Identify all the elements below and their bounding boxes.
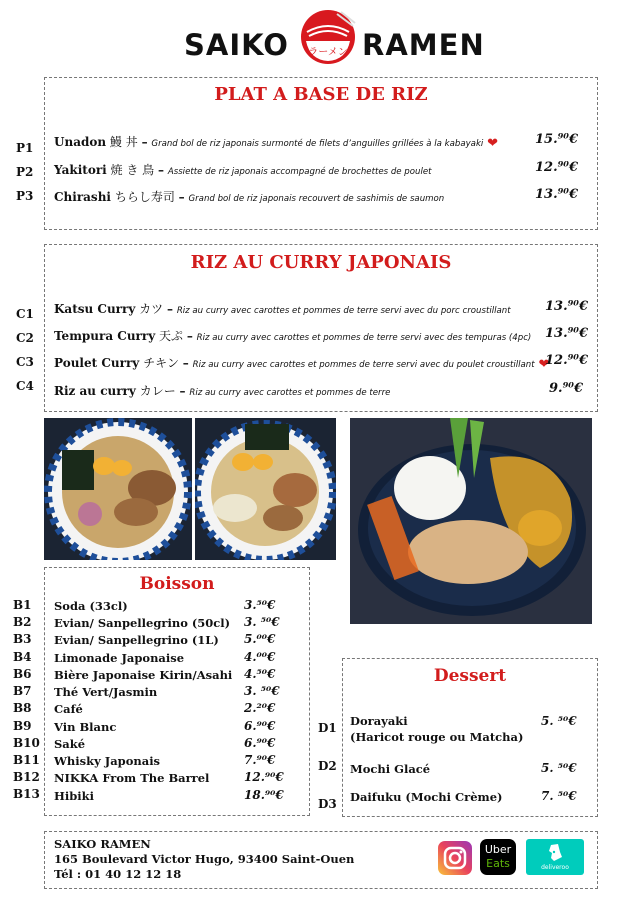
uber-eats-line2: Eats bbox=[486, 857, 510, 870]
boisson-code: B9 bbox=[13, 719, 32, 733]
dessert-price: 5. ⁵⁰€ bbox=[541, 714, 577, 728]
footer-phone: Tél : 01 40 12 12 18 bbox=[54, 867, 182, 881]
riz-code: P2 bbox=[16, 165, 34, 179]
boisson-code: B10 bbox=[13, 736, 40, 750]
boisson-code: B2 bbox=[13, 615, 32, 629]
riz-code: P3 bbox=[16, 189, 34, 203]
boisson-price: 5.⁰⁰€ bbox=[244, 632, 276, 646]
riz-price: 12.⁹⁰€ bbox=[535, 160, 579, 175]
boisson-code: B4 bbox=[13, 650, 32, 664]
curry-item: Katsu Curry カツ – Riz au curry avec carottes et pommes de terre servi avec du porc croustillant bbox=[54, 302, 511, 316]
curry-item: Poulet Curry チキン – Riz au curry avec carottes et pommes de terre servi avec du poulet croustillant ❤ bbox=[54, 356, 550, 372]
curry-code: C3 bbox=[16, 355, 34, 369]
boisson-price: 3.⁵⁰€ bbox=[244, 598, 276, 612]
curry-price: 13.⁹⁰€ bbox=[545, 299, 589, 314]
dessert-code: D2 bbox=[318, 759, 337, 773]
boisson-name: Thé Vert/Jasmin bbox=[54, 685, 158, 699]
boisson-name: Vin Blanc bbox=[54, 720, 117, 734]
boisson-code: B1 bbox=[13, 598, 32, 612]
boisson-code: B7 bbox=[13, 684, 32, 698]
kangaroo-icon bbox=[545, 843, 565, 863]
boisson-code: B11 bbox=[13, 753, 40, 767]
deliveroo-label: deliveroo bbox=[541, 864, 569, 871]
ramen-photo-middle bbox=[195, 418, 336, 560]
curry-price: 12.⁹⁰€ bbox=[545, 353, 589, 368]
logo-text: ラーメン bbox=[308, 47, 348, 58]
boisson-code: B3 bbox=[13, 632, 32, 646]
footer-name: SAIKO RAMEN bbox=[54, 837, 151, 851]
dessert-price: 7. ⁵⁰€ bbox=[541, 789, 577, 803]
boisson-price: 6.⁹⁰€ bbox=[244, 719, 276, 733]
boisson-name: Hibiki bbox=[54, 789, 94, 803]
curry-item: Tempura Curry 天ぷ – Riz au curry avec carottes et pommes de terre servi avec des tempuras (4pc) bbox=[54, 329, 532, 343]
boisson-price: 12.⁹⁰€ bbox=[244, 770, 284, 784]
boisson-price: 4.⁰⁰€ bbox=[244, 650, 276, 664]
dessert-code: D1 bbox=[318, 721, 337, 735]
title-ramen: RAMEN bbox=[362, 28, 485, 62]
boisson-price: 18.⁹⁰€ bbox=[244, 788, 284, 802]
ramen-bowl-logo bbox=[299, 8, 357, 66]
riz-item: Yakitori 焼 き 鳥 – Assiette de riz japonais accompagné de brochettes de poulet bbox=[54, 163, 432, 177]
curry-price: 9.⁹⁰€ bbox=[549, 381, 584, 396]
boisson-price: 3. ⁵⁰€ bbox=[244, 615, 280, 629]
boisson-name: Evian/ Sanpellegrino (50cl) bbox=[54, 616, 231, 630]
riz-code: P1 bbox=[16, 141, 34, 155]
dessert-price: 5. ⁵⁰€ bbox=[541, 761, 577, 775]
curry-code: C2 bbox=[16, 331, 34, 345]
boisson-name: Whisky Japonais bbox=[54, 754, 161, 768]
riz-title: PLAT A BASE DE RIZ bbox=[214, 84, 428, 105]
boisson-code: B8 bbox=[13, 701, 32, 715]
boisson-name: NIKKA From The Barrel bbox=[54, 771, 210, 785]
boisson-name: Saké bbox=[54, 737, 86, 751]
curry-code: C4 bbox=[16, 379, 34, 393]
riz-price: 15.⁹⁰€ bbox=[535, 132, 579, 147]
boisson-title: Boisson bbox=[139, 574, 215, 594]
boisson-name: Evian/ Sanpellegrino (1L) bbox=[54, 633, 219, 647]
riz-item: Chirashi ちらし寿司 – Grand bol de riz japonais recouvert de sashimis de saumon bbox=[54, 190, 445, 204]
boisson-name: Café bbox=[54, 702, 83, 716]
boisson-price: 2.²⁰€ bbox=[244, 701, 276, 715]
boisson-code: B12 bbox=[13, 770, 40, 784]
curry-code: C1 bbox=[16, 307, 34, 321]
boisson-name: Bière Japonaise Kirin/Asahi bbox=[54, 668, 233, 682]
boisson-name: Soda (33cl) bbox=[54, 599, 128, 613]
title-saiko: SAIKO bbox=[184, 28, 289, 62]
dessert-sub: (Haricot rouge ou Matcha) bbox=[350, 730, 524, 744]
boisson-price: 3. ⁵⁰€ bbox=[244, 684, 280, 698]
heart-icon: ❤ bbox=[538, 357, 550, 372]
boisson-price: 7.⁹⁰€ bbox=[244, 753, 276, 767]
dessert-code: D3 bbox=[318, 797, 337, 811]
dessert-name: Mochi Glacé bbox=[350, 762, 431, 776]
curry-photo bbox=[350, 418, 592, 624]
uber-eats-line1: Uber bbox=[484, 843, 512, 856]
deliveroo-icon[interactable] bbox=[526, 839, 584, 875]
boisson-price: 6.⁹⁰€ bbox=[244, 736, 276, 750]
footer-address: 165 Boulevard Victor Hugo, 93400 Saint-Ouen bbox=[54, 852, 355, 866]
dessert-name: Daifuku (Mochi Crème) bbox=[350, 790, 503, 804]
dessert-title: Dessert bbox=[433, 666, 507, 686]
boisson-price: 4.⁵⁰€ bbox=[244, 667, 276, 681]
curry-price: 13.⁹⁰€ bbox=[545, 326, 589, 341]
dessert-name: Dorayaki bbox=[350, 714, 408, 728]
riz-item: Unadon 鰻 丼 – Grand bol de riz japonais surmonté de filets d’anguilles grillées à la kabayaki ❤ bbox=[54, 135, 499, 151]
boisson-name: Limonade Japonaise bbox=[54, 651, 185, 665]
boisson-code: B13 bbox=[13, 787, 40, 801]
curry-item: Riz au curry カレー – Riz au curry avec carottes et pommes de terre bbox=[54, 384, 391, 398]
uber-eats-icon[interactable] bbox=[480, 839, 516, 875]
instagram-icon[interactable] bbox=[438, 841, 472, 875]
curry-title: RIZ AU CURRY JAPONAIS bbox=[190, 252, 452, 273]
heart-icon: ❤ bbox=[487, 136, 499, 151]
ramen-photo-left bbox=[44, 418, 192, 560]
boisson-code: B6 bbox=[13, 667, 32, 681]
riz-price: 13.⁹⁰€ bbox=[535, 187, 579, 202]
